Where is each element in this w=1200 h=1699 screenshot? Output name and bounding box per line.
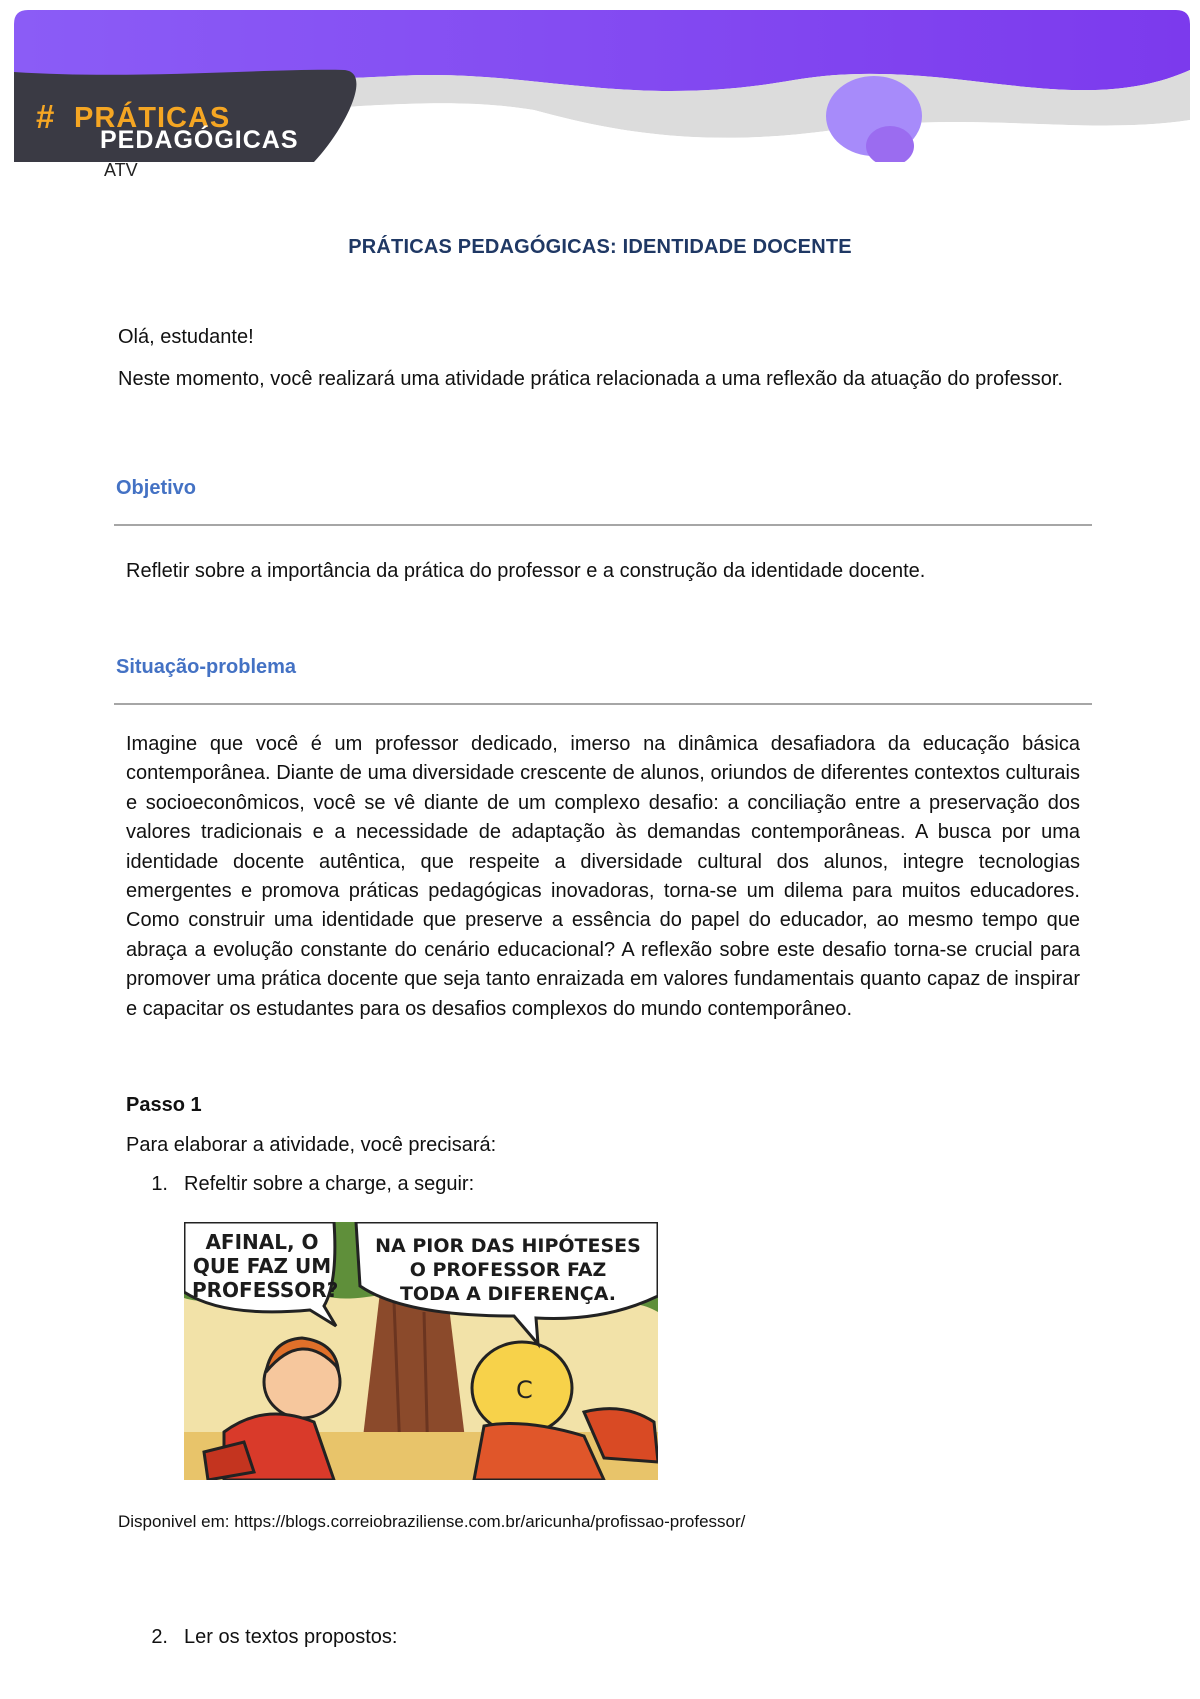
list-number: 1. [151, 1173, 168, 1195]
intro-paragraph: Neste momento, você realizará uma atividade prática relacionada a uma reflexão da atuação do professor. [118, 368, 1063, 390]
bubble-right-line: TODA A DIFERENÇA. [399, 1283, 617, 1305]
atv-label: ATV [104, 160, 138, 180]
objective-heading: Objetivo [116, 477, 197, 499]
logo-text-pedagogicas: PEDAGÓGICAS [100, 126, 299, 154]
bubble-left-line: AFINAL, O [205, 1230, 319, 1254]
bubble-left-line: PROFESSOR? [192, 1278, 339, 1302]
list-number: 2. [151, 1626, 168, 1648]
bubble-right-line: NA PIOR DAS HIPÓTESES [375, 1235, 641, 1257]
step-intro: Para elaborar a atividade, você precisará: [126, 1134, 497, 1156]
list-item-text: Refeltir sobre a charge, a seguir: [184, 1173, 475, 1195]
objective-divider [114, 524, 1092, 526]
list-item-text: Ler os textos propostos: [184, 1626, 398, 1648]
bubble-right [362, 1234, 654, 1306]
step-title: Passo 1 [126, 1094, 202, 1116]
page-title: PRÁTICAS PEDAGÓGICAS: IDENTIDADE DOCENTE [348, 236, 852, 258]
logo-hash: # [36, 98, 55, 135]
bubble-left [192, 1230, 339, 1302]
greeting-text: Olá, estudante! [118, 326, 254, 348]
character-letter: C [516, 1376, 533, 1404]
objective-text: Refletir sobre a importância da prática do professor e a construção da identidade docente. [126, 560, 926, 582]
problem-divider [114, 703, 1092, 705]
logo-text-praticas: PRÁTICAS [74, 102, 231, 134]
bubble-left-line: QUE FAZ UM [192, 1254, 332, 1278]
problem-heading: Situação-problema [116, 656, 297, 678]
charge-cartoon [184, 1222, 658, 1480]
problem-paragraph: Imagine que você é um professor dedicado, imerso na dinâmica desafiadora da educação básica contemporânea. Diante de uma diversidade crescente de alunos, oriundos de diferentes contextos culturais e socioeconômicos, você se vê diante de um complexo desafio: a conciliação entre a preservação dos valores tradicionais e a necessidade de adaptação às demandas contemporâneas. A busca por uma identidade docente autêntica, que respeite a diversidade cultural dos alunos, integre tecnologias emergentes e promova práticas pedagógicas inovadoras, torna-se um dilema para muitos educadores. Como construir uma identidade que preserve a essência do papel do educador, ao mesmo tempo que abraça a evolução constante do cenário educacional? A reflexão sobre este desafio torna-se crucial para promover uma prática docente que seja tanto enraizada em valores fundamentais quanto capaz de inspirar e capacitar os estudantes para os desafios complexos do mundo contemporâneo. [126, 733, 1080, 1020]
source-citation: Disponivel em: https://blogs.correiobraziliense.com.br/aricunha/profissao-professor/ [118, 1512, 746, 1531]
bubble-right-line: O PROFESSOR FAZ [409, 1259, 607, 1281]
